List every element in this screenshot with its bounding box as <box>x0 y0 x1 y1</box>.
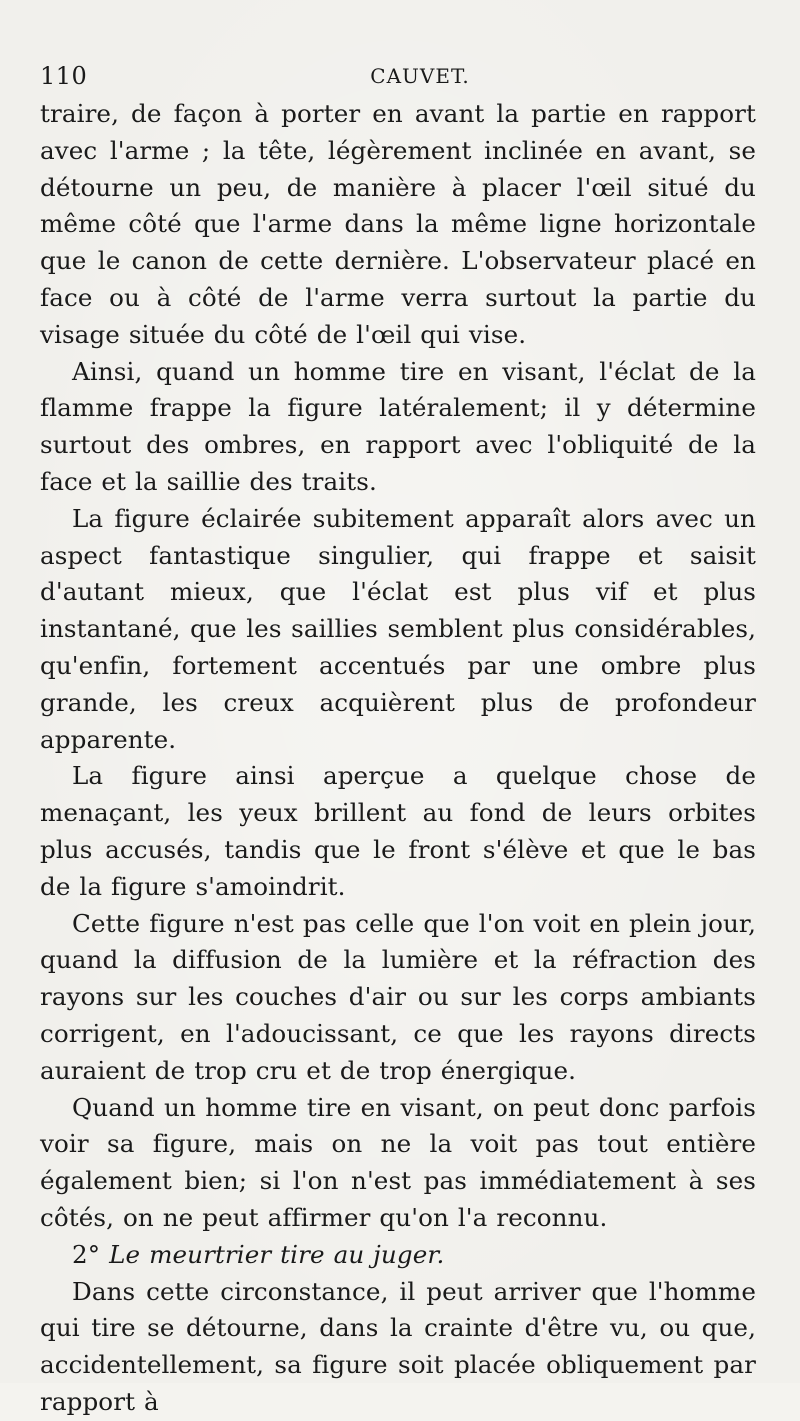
paragraph: La figure ainsi aperçue a quelque chose de menaçant, les yeux brillent au fond de leurs orbites plus accusés, tandis que le front s'élève et que le bas de la figure s'amoindrit. <box>40 761 756 901</box>
section-heading <box>40 1237 756 1274</box>
body-text <box>40 96 756 1421</box>
page-number: 110 <box>40 62 88 90</box>
paragraph: Cette figure n'est pas celle que l'on voit en plein jour, quand la diffusion de la lumière et la réfraction des rayons sur les couches d'air ou sur les corps ambiants corrigent, en l'adoucissant, ce que les rayons directs auraient de trop cru et de trop énergique. <box>40 908 756 1085</box>
paragraph: Dans cette circonstance, il peut arriver que l'homme qui tire se détourne, dans la crainte d'être vu, ou que, accidentellement, sa figure soit placée obliquement par rapport à <box>40 1276 756 1416</box>
paragraph: Ainsi, quand un homme tire en visant, l'éclat de la flamme frappe la figure latéralement; il y détermine surtout des ombres, en rapport avec l'obliquité de la face et la saillie des traits. <box>40 356 756 496</box>
paragraph: La figure éclairée subitement apparaît alors avec un aspect fantastique singulier, qui frappe et saisit d'autant mieux, que l'éclat est plus vif et plus instantané, que les saillies semblent plus considérables, qu'enfin, fortement accentués par une ombre plus grande, les creux acquièrent plus de profondeur apparente. <box>40 503 756 754</box>
running-head: CAUVET. <box>370 64 470 88</box>
section-title: Le meurtrier tire au juger. <box>109 1239 445 1269</box>
page-header <box>40 62 760 92</box>
paragraph: Quand un homme tire en visant, on peut donc parfois voir sa figure, mais on ne la voit pas tout entière également bien; si l'on n'est pas immédiatement à ses côtés, on ne peut affirmer qu'on l'a reconnu. <box>40 1092 756 1232</box>
paragraph: traire, de façon à porter en avant la partie en rapport avec l'arme ; la tête, légèrement inclinée en avant, se détourne un peu, de manière à placer l'œil situé du même côté que l'arme dans la même ligne horizontale que le canon de cette dernière. L'observateur placé en face ou à côté de l'arme verra surtout la partie du visage située du côté de l'œil qui vise. <box>40 99 756 349</box>
section-number: 2° <box>72 1239 101 1269</box>
